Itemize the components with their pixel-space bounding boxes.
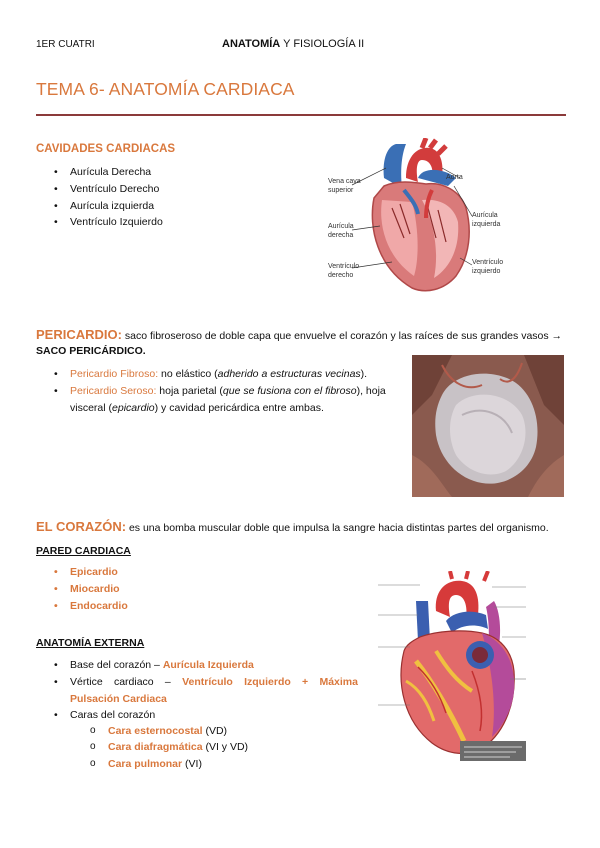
label-ventriculo-der-2: derecho (328, 272, 354, 279)
list-item: o Cara diafragmática (VI y VD) (36, 739, 248, 755)
label-ventriculo-izq-2: izquierdo (472, 268, 501, 275)
externa-list (36, 657, 358, 724)
pared-heading: PARED CARDIACA (36, 545, 131, 557)
list-item: • Vértice cardiaco – Ventrículo Izquierdo + Máxima Pulsación Cardiaca (36, 674, 358, 708)
list-item: • Base del corazón – Aurícula Izquierda (36, 657, 358, 674)
list-item: • Miocardio (36, 581, 128, 598)
cavidades-heading: CAVIDADES CARDIACAS (36, 143, 176, 155)
label-vena-cava: Vena cava (328, 178, 361, 185)
label-aorta: Aorta (446, 174, 463, 181)
corazon-text: es una bomba muscular doble que impulsa la sangre hacia distintas partes del organismo. (126, 522, 549, 534)
pericardio-list (36, 366, 406, 416)
corazon-lead: EL CORAZÓN: (36, 519, 127, 534)
label-auricula-izq-2: izquierda (472, 221, 501, 228)
list-item: • Ventrículo Izquierdo (36, 214, 163, 231)
list-item: • Pericardio Fibroso: no elástico (adherido a estructuras vecinas). (36, 366, 406, 383)
header-subject: ANATOMÍA Y FISIOLOGÍA II (222, 38, 365, 50)
label-auricula-der-2: derecha (328, 232, 354, 239)
pericardium-photo (412, 355, 564, 497)
label-ventriculo-izq: Ventrículo (472, 259, 504, 266)
list-item: • Caras del corazón (36, 707, 358, 724)
corazon-paragraph (36, 519, 586, 536)
list-item: • Aurícula izquierda (36, 198, 163, 215)
list-item: • Ventrículo Derecho (36, 181, 163, 198)
caras-list (36, 723, 248, 772)
label-auricula-izq: Aurícula (472, 212, 498, 219)
label-vena-cava-2: superior (328, 187, 354, 194)
externa-heading: ANATOMÍA EXTERNA (36, 637, 145, 649)
list-item: • Pericardio Seroso: hoja parietal (que se fusiona con el fibroso), hoja visceral (epicardio) y cavidad pericárdica entre ambas. (36, 383, 406, 417)
list-item: o Cara esternocostal (VD) (36, 723, 248, 739)
saco-pericardico: SACO PERICÁRDICO. (36, 345, 146, 357)
page-title: TEMA 6- ANATOMÍA CARDIACA (36, 79, 295, 99)
pericardio-text: saco fibroseroso de doble capa que envuelve el corazón y las raíces de sus grandes vasos → (121, 330, 563, 342)
label-auricula-der: Aurícula (328, 223, 354, 230)
list-item: • Epicardio (36, 564, 128, 581)
cavidades-list (36, 164, 163, 231)
list-item: • Aurícula Derecha (36, 164, 163, 181)
heart-external-figure (376, 571, 528, 767)
pared-list (36, 564, 128, 614)
list-item: o Cara pulmonar (VI) (36, 756, 248, 772)
pericardio-lead: PERICARDIO: (36, 327, 122, 342)
list-item: • Endocardio (36, 598, 128, 615)
label-ventriculo-der: Ventrículo (328, 263, 360, 270)
heart-chambers-figure (322, 138, 512, 298)
header-course: 1ER CUATRI (36, 39, 95, 50)
title-rule (36, 114, 566, 116)
